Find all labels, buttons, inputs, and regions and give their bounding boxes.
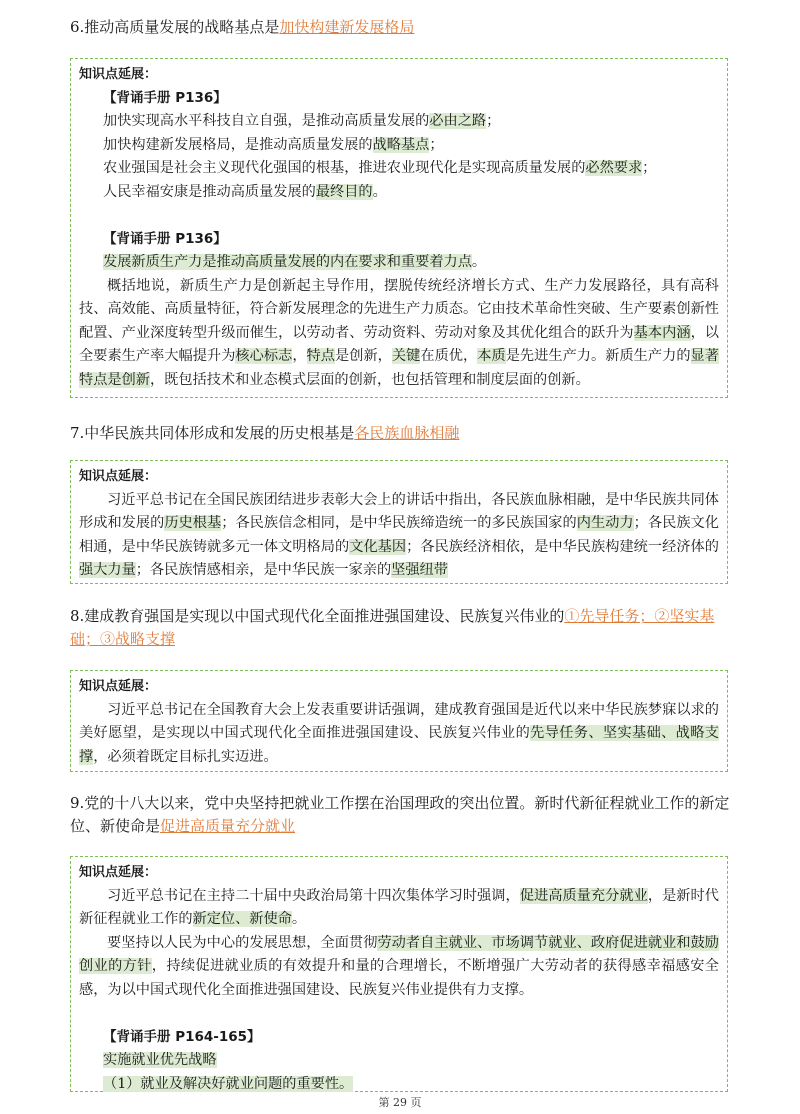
handbook-ref: 【背诵手册 P136】 [103,89,227,106]
spacer [79,1002,719,1026]
knowledge-box-3 [70,670,728,772]
knowledge-box-title: 知识点延展： [79,469,158,484]
question-9-answer: 促进高质量充分就业 [160,817,296,835]
question-7-text: 7.中华民族共同体形成和发展的历史根基是 [70,424,355,442]
question-9-text: 9.党的十八大以来，党中央坚持把就业工作摆在治国理政的突出位置。新时代新征程就业工作的新定位、新使命是 [70,794,730,835]
box3-paragraph: 习近平总书记在全国教育大会上发表重要讲话强调，建成教育强国是近代以来中华民族梦寐以求的美好愿望，是实现以中国式现代化全面推进强国建设、民族复兴伟业的先导任务、坚实基础、战略支撑，必须着既定目标扎实迈进。 [79,701,719,765]
question-6 [70,16,730,39]
knowledge-box-2 [70,460,728,584]
handbook-ref: 【背诵手册 P164-165】 [103,1028,261,1045]
box4-line-2: （1）就业及解决好就业问题的重要性。 [103,1075,354,1092]
spacer [79,204,719,228]
box4-paragraph-1: 习近平总书记在主持二十届中央政治局第十四次集体学习时强调，促进高质量充分就业，是新时代新征程就业工作的新定位、新使命。 [79,887,719,927]
box1-line-4: 人民幸福安康是推动高质量发展的最终目的。 [103,183,387,200]
box2-paragraph: 习近平总书记在全国民族团结进步表彰大会上的讲话中指出，各民族血脉相融，是中华民族共同体形成和发展的历史根基；各民族信念相同，是中华民族缔造统一的多民族国家的内生动力；各民族文化相通，是中华民族铸就多元一体文明格局的文化基因；各民族经济相依，是中华民族构建统一经济体的强大力量；各民族情感相亲，是中华民族一家亲的坚强纽带 [79,491,719,578]
question-6-answer: 加快构建新发展格局 [279,18,415,36]
knowledge-box-4 [70,856,728,1092]
question-8-text: 8.建成教育强国是实现以中国式现代化全面推进强国建设、民族复兴伟业的 [70,607,565,625]
knowledge-box-title: 知识点延展： [79,67,158,82]
knowledge-box-title: 知识点延展： [79,679,158,694]
box1-line-1: 加快实现高水平科技自立自强，是推动高质量发展的必由之路； [103,113,501,129]
knowledge-box-title: 知识点延展： [79,865,158,880]
question-8-answer: ①先导任务；②坚实基础；③战略支撑 [70,607,715,648]
knowledge-box-1 [70,58,728,398]
question-9 [70,792,730,838]
box1-line-2: 加快构建新发展格局，是推动高质量发展的战略基点； [103,136,444,153]
box1-line-3: 农业强国是社会主义现代化强国的根基，推进农业现代化是实现高质量发展的必然要求； [103,160,657,176]
question-6-text: 6.推动高质量发展的战略基点是 [70,18,280,36]
question-8 [70,605,730,651]
page-number: 第 29 页 [378,1096,422,1109]
box1-paragraph: 概括地说，新质生产力是创新起主导作用，摆脱传统经济增长方式、生产力发展路径，具有高科技、高效能、高质量特征，符合新发展理念的先进生产力质态。它由技术革命性突破、生产要素创新性配置、产业深度转型升级而催生，以劳动者、劳动资料、劳动对象及其优化组合的跃升为基本内涵，以全要素生产率大幅提升为核心标志，特点是创新，关键在质优，本质是先进生产力。新质生产力的显著特点是创新，既包括技术和业态模式层面的创新，也包括管理和制度层面的创新。 [79,277,719,388]
question-7-answer: 各民族血脉相融 [354,424,460,442]
box4-line-1: 实施就业优先战略 [103,1052,217,1068]
question-7 [70,422,730,445]
handbook-ref: 【背诵手册 P136】 [103,230,227,247]
box4-paragraph-2: 要坚持以人民为中心的发展思想，全面贯彻劳动者自主就业、市场调节就业、政府促进就业和鼓励创业的方针，持续促进就业质的有效提升和量的合理增长，不断增强广大劳动者的获得感幸福感安全感，为以中国式现代化全面推进强国建设、民族复兴伟业提供有力支撑。 [79,934,719,998]
box1-line-5: 发展新质生产力是推动高质量发展的内在要求和重要着力点。 [103,254,487,270]
